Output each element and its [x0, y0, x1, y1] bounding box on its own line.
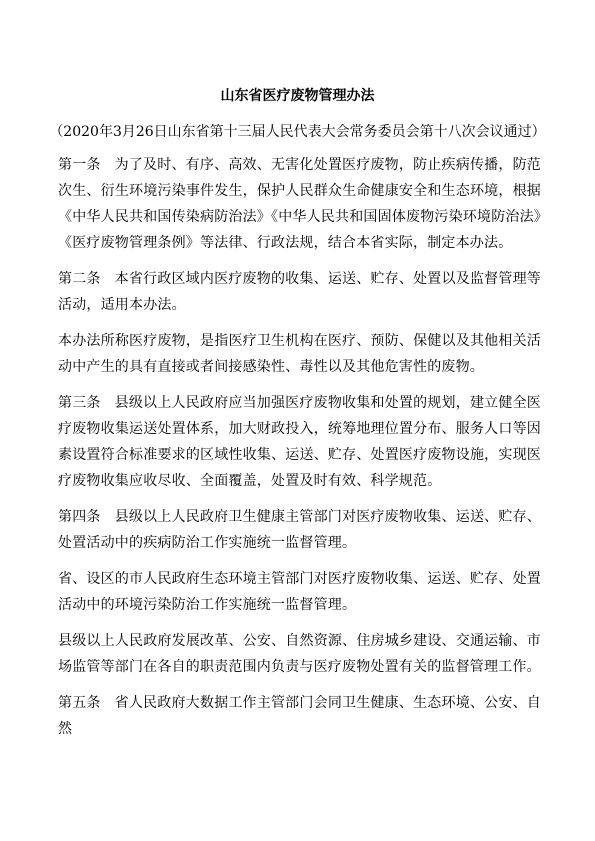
- article-3-paragraph: [58, 390, 541, 494]
- environment-supervision-paragraph: [58, 566, 541, 618]
- article-number: 第五条: [58, 695, 101, 711]
- paragraph-text: 为了及时、有序、高效、无害化处置医疗废物，防止疾病传播，防范次生、衍生环境污染事件发生，保护人民群众生命健康安全和生态环境，根据《中华人民共和国传染病防治法》《中华人民共和国固体废物污染环境防治法》《医疗废物管理条例》等法律、行政法规，结合本省实际，制定本办法。: [58, 157, 541, 251]
- article-4-paragraph: [58, 504, 541, 556]
- paragraph-text: 本省行政区域内医疗废物的收集、运送、贮存、处置以及监督管理等活动，适用本办法。: [58, 271, 541, 313]
- article-number: 第二条: [58, 271, 101, 287]
- document-title: 山东省医疗废物管理办法: [220, 88, 375, 104]
- article-number: 第三条: [58, 395, 101, 411]
- paragraph-text: 县级以上人民政府应当加强医疗废物收集和处置的规划，建立健全医疗废物收集运送处置体系，加大财政投入，统筹地理位置分布、服务人口等因素设置符合标准要求的区域性收集、运送、贮存、处置医疗废物设施，实现医疗废物收集应收尽收、全面覆盖，处置及时有效、科学规范。: [58, 395, 541, 489]
- article-1-paragraph: [58, 152, 541, 256]
- article-5-paragraph: [58, 690, 541, 742]
- paragraph-text: 县级以上人民政府卫生健康主管部门对医疗废物收集、运送、贮存、处置活动中的疾病防治工作实施统一监督管理。: [58, 509, 541, 551]
- article-2-paragraph: [58, 266, 541, 318]
- article-number: 第四条: [58, 509, 101, 525]
- paragraph-text: 本办法所称医疗废物，是指医疗卫生机构在医疗、预防、保健以及其他相关活动中产生的具有直接或者间接感染性、毒性以及其他危害性的废物。: [58, 333, 541, 375]
- departments-duty-paragraph: [58, 628, 541, 680]
- paragraph-text: 省人民政府大数据工作主管部门会同卫生健康、生态环境、公安、自然: [58, 695, 541, 737]
- document-body: [58, 152, 541, 752]
- paragraph-text: 县级以上人民政府发展改革、公安、自然资源、住房城乡建设、交通运输、市场监管等部门在各自的职责范围内负责与医疗废物处置有关的监督管理工作。: [58, 633, 541, 675]
- definition-paragraph: [58, 328, 541, 380]
- document-subtitle: （2020年3月26日山东省第十三届人民代表大会常务委员会第十八次会议通过）: [49, 124, 546, 140]
- article-number: 第一条: [58, 157, 101, 173]
- paragraph-text: 省、设区的市人民政府生态环境主管部门对医疗废物收集、运送、贮存、处置活动中的环境污染防治工作实施统一监督管理。: [58, 571, 541, 613]
